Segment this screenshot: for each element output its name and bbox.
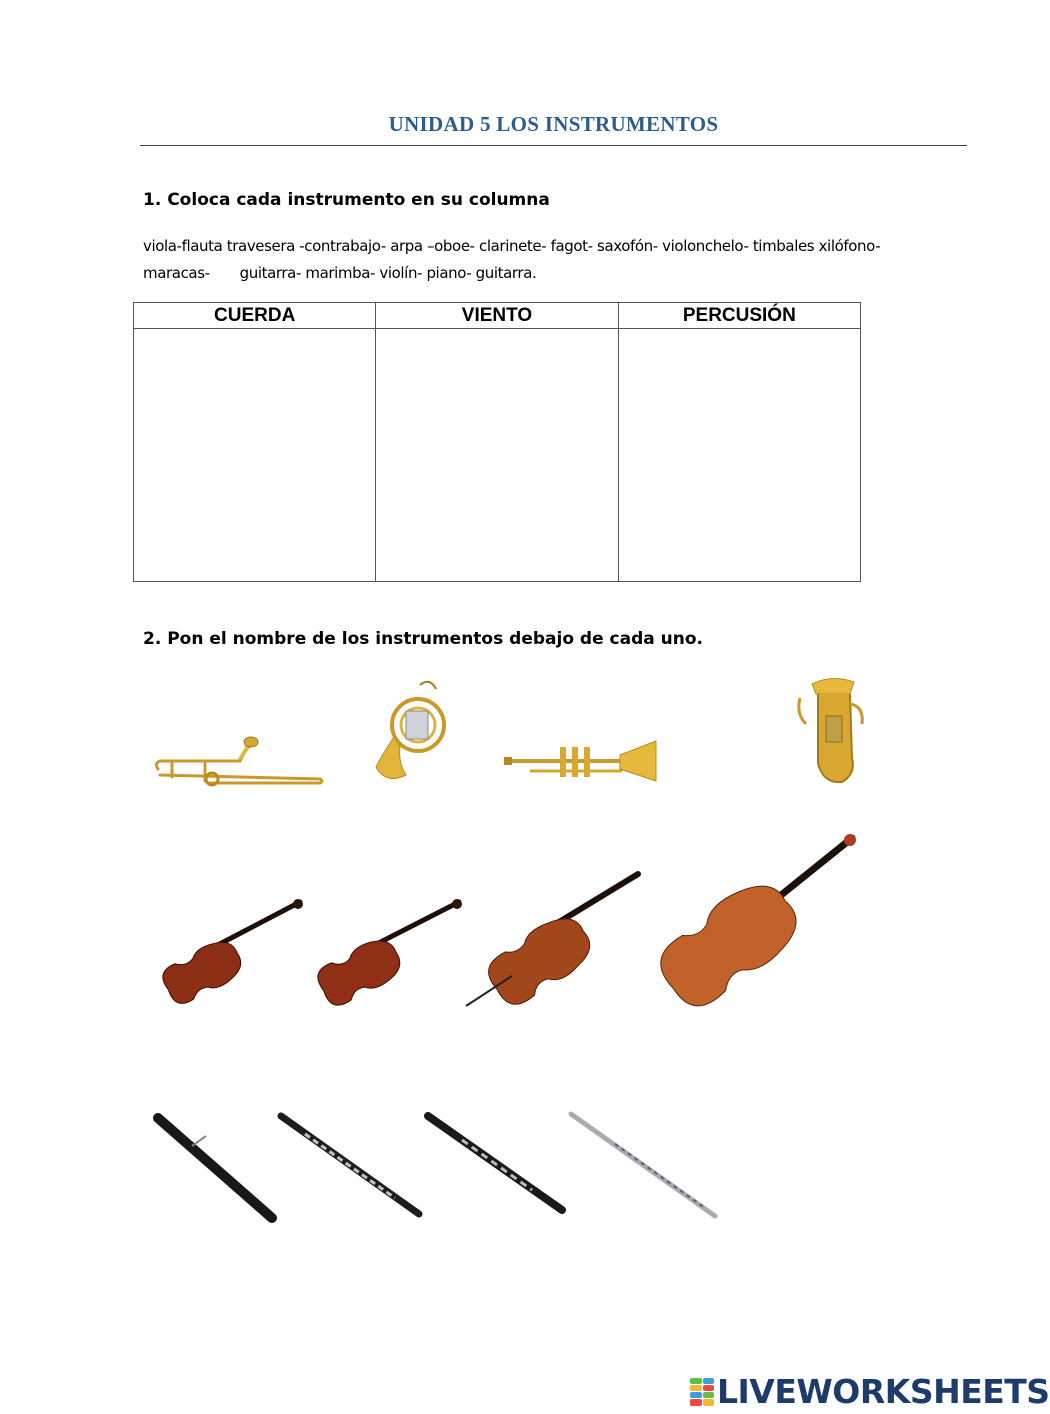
- double-bass-image: [640, 832, 870, 1002]
- column-header-percusion: PERCUSIÓN: [618, 303, 860, 329]
- trumpet-image: [500, 735, 662, 785]
- flute-image: [565, 1108, 721, 1223]
- cello-image: [462, 868, 648, 1008]
- viola-image: [307, 896, 467, 1008]
- instrument-word-list: [143, 233, 943, 287]
- euphonium-image: [792, 674, 872, 788]
- bassoon-image: [150, 1110, 280, 1225]
- exercise-1-heading: 1. Coloca cada instrumento en su columna: [143, 190, 550, 210]
- column-header-cuerda: CUERDA: [134, 303, 376, 329]
- page-title: UNIDAD 5 LOS INSTRUMENTOS: [388, 112, 719, 136]
- liveworksheets-logo: [690, 1372, 1050, 1411]
- clarinet-image: [422, 1110, 572, 1220]
- logo-mark-icon: [690, 1378, 714, 1406]
- logo-text: LIVEWORKSHEETS: [717, 1372, 1050, 1411]
- column-header-viento: VIENTO: [376, 303, 618, 329]
- answer-cell-percusion[interactable]: [618, 329, 860, 582]
- answer-cell-viento[interactable]: [376, 329, 618, 582]
- answer-cell-cuerda[interactable]: [134, 329, 376, 582]
- violin-image: [152, 896, 312, 1008]
- word-list-line-2: [143, 260, 943, 287]
- trombone-image: [150, 735, 330, 790]
- title-divider: [140, 145, 967, 146]
- word-list-line-1: viola-flauta travesera -contrabajo- arpa –oboe- clarinete- fagot- saxofón- violonchelo- timbales xilófono-: [143, 237, 881, 255]
- word-list-line-2-start: maracas-: [143, 264, 210, 282]
- classification-table: [133, 302, 861, 582]
- french-horn-image: [372, 675, 452, 787]
- exercise-2-heading: 2. Pon el nombre de los instrumentos debajo de cada uno.: [143, 629, 703, 649]
- oboe-image: [275, 1110, 425, 1225]
- word-list-line-2-end: guitarra- marimba- violín- piano- guitarra.: [239, 264, 537, 282]
